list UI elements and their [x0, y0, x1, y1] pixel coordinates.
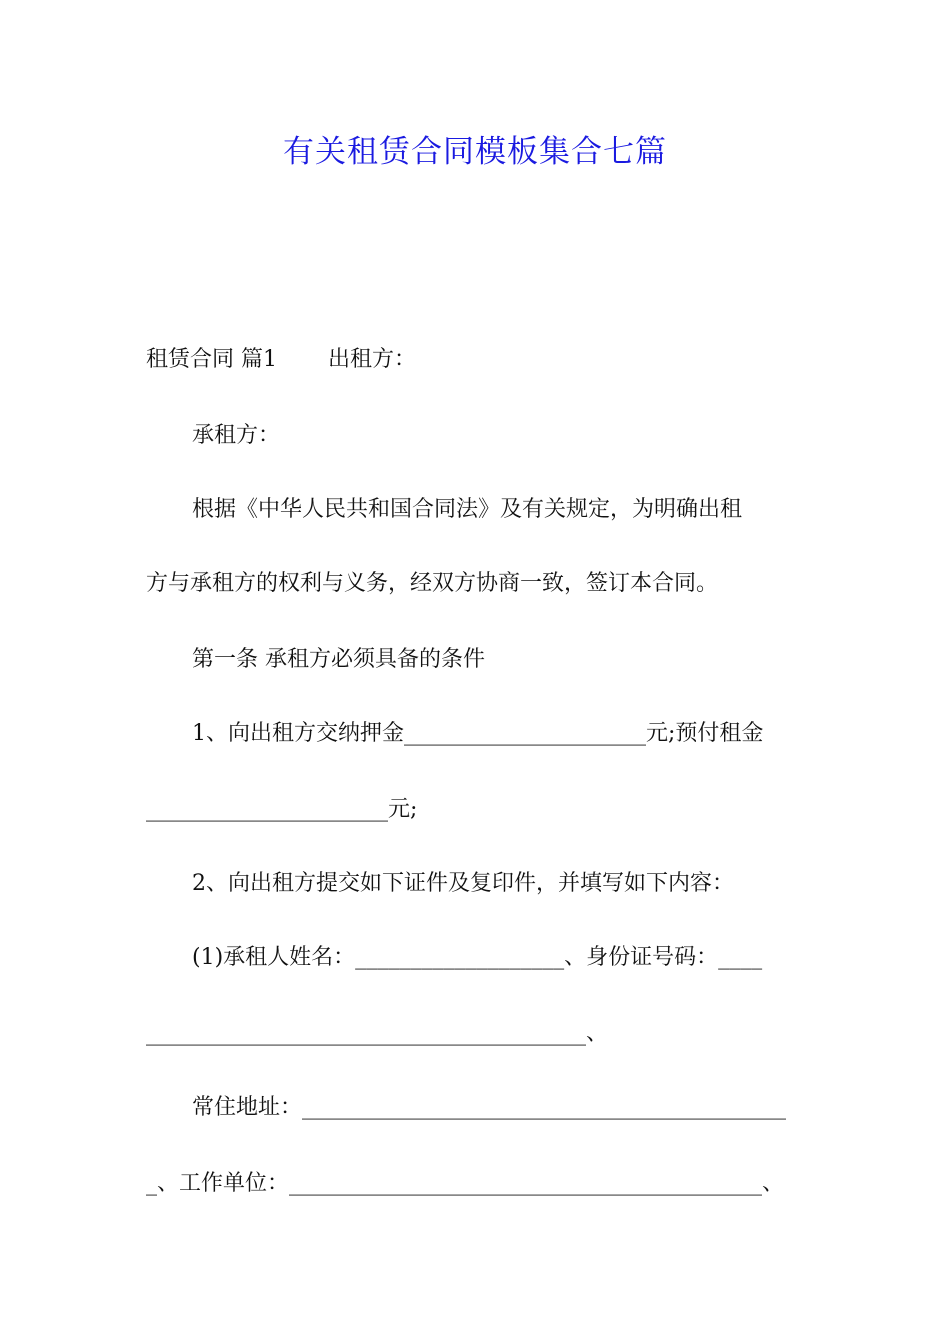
clause-line: ______________________元;: [146, 797, 418, 822]
clause-line: 1、向出租方交纳押金______________________元;预付租金: [192, 721, 764, 746]
clause-line: 2、向出租方提交如下证件及复印件，并填写如下内容：: [192, 871, 734, 896]
paragraph-line: 根据《中华人民共和国合同法》及有关规定，为明确出租: [192, 497, 743, 522]
paragraph-line: 方与承租方的权利与义务，经双方协商一致，签订本合同。: [146, 571, 719, 596]
form-field-line: (1)承租人姓名：___________________、身份证号码：____: [192, 945, 763, 970]
document-title: 有关租赁合同模板集合七篇: [283, 134, 667, 170]
form-field-line: 常住地址：____________________________________________: [192, 1095, 787, 1120]
form-field-line: ________________________________________、: [146, 1021, 609, 1046]
form-field-line: _、工作单位：___________________________________________、: [146, 1171, 785, 1196]
article-heading: 第一条 承租方必须具备的条件: [192, 647, 485, 672]
contract-heading-line: 租赁合同 篇1 出租方：: [146, 347, 416, 372]
lessee-line: 承租方：: [192, 423, 281, 448]
